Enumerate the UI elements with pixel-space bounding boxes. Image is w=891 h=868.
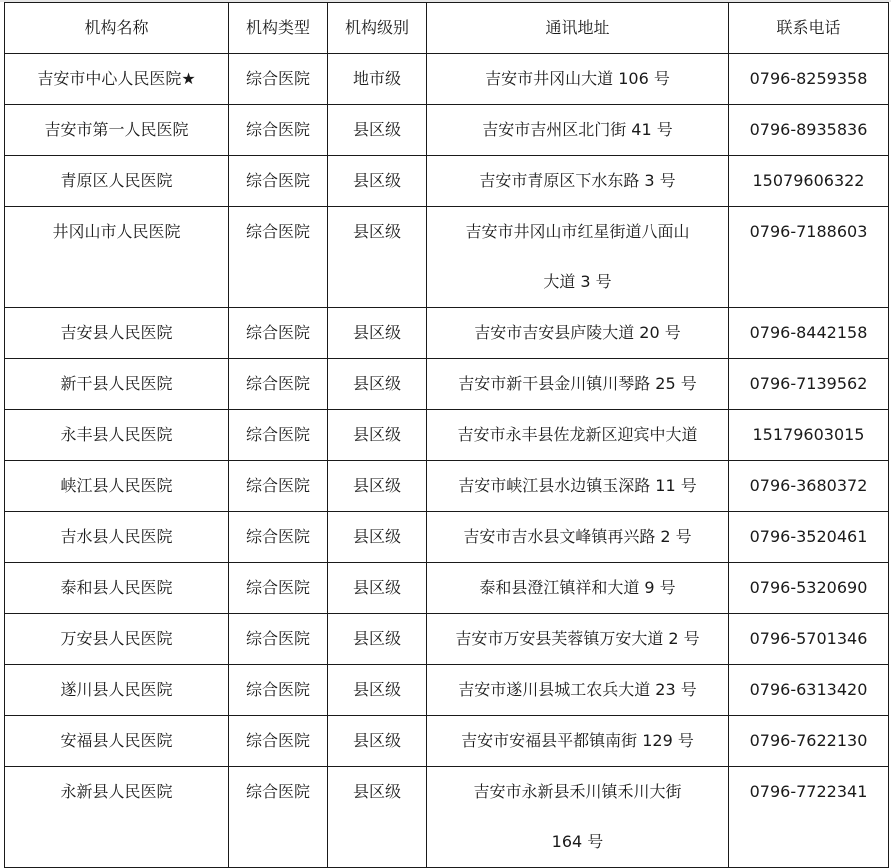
cell-address: [427, 207, 729, 308]
cell-phone: 0796-8259358: [729, 54, 889, 105]
cell-phone: 0796-7722341: [729, 767, 889, 868]
cell-phone: 0796-3520461: [729, 512, 889, 563]
header-institution-name: 机构名称: [5, 3, 229, 54]
table-row: [5, 563, 889, 614]
cell-phone: 0796-5701346: [729, 614, 889, 665]
address-line-continued: 164 号: [551, 832, 604, 851]
table-row: [5, 54, 889, 105]
address-line: 吉安市井冈山大道 106 号: [485, 69, 670, 88]
cell-phone: 0796-3680372: [729, 461, 889, 512]
cell-institution-level: 县区级: [328, 665, 427, 716]
cell-address: [427, 410, 729, 461]
cell-address: [427, 359, 729, 410]
cell-institution-type: 综合医院: [229, 359, 328, 410]
cell-institution-level: 县区级: [328, 461, 427, 512]
address-line: 吉安市新干县金川镇川琴路 25 号: [458, 374, 697, 393]
address-line: 吉安市永丰县佐龙新区迎宾中大道: [457, 425, 698, 444]
cell-institution-name: 泰和县人民医院: [5, 563, 229, 614]
cell-institution-type: 综合医院: [229, 207, 328, 308]
hospital-table: [4, 2, 889, 868]
cell-institution-type: 综合医院: [229, 105, 328, 156]
cell-institution-type: 综合医院: [229, 614, 328, 665]
address-line: 吉安市安福县平都镇南街 129 号: [461, 731, 694, 750]
table-row: [5, 359, 889, 410]
cell-institution-level: 县区级: [328, 614, 427, 665]
cell-institution-level: 地市级: [328, 54, 427, 105]
cell-institution-name: 新干县人民医院: [5, 359, 229, 410]
table-row: [5, 207, 889, 308]
cell-institution-type: 综合医院: [229, 767, 328, 868]
table-row: [5, 767, 889, 868]
cell-phone: 15079606322: [729, 156, 889, 207]
cell-institution-level: 县区级: [328, 512, 427, 563]
cell-address: [427, 563, 729, 614]
cell-address: [427, 716, 729, 767]
cell-institution-level: 县区级: [328, 767, 427, 868]
cell-institution-name: 吉安县人民医院: [5, 308, 229, 359]
table-row: [5, 665, 889, 716]
address-line: 吉安市万安县芙蓉镇万安大道 2 号: [455, 629, 700, 648]
table-row: [5, 461, 889, 512]
cell-institution-name: 遂川县人民医院: [5, 665, 229, 716]
cell-address: [427, 767, 729, 868]
cell-phone: 15179603015: [729, 410, 889, 461]
table-row: [5, 512, 889, 563]
address-line: 吉安市吉州区北门街 41 号: [482, 120, 673, 139]
cell-institution-level: 县区级: [328, 156, 427, 207]
address-line: 吉安市吉水县文峰镇再兴路 2 号: [463, 527, 692, 546]
cell-address: [427, 461, 729, 512]
cell-institution-name: 吉安市第一人民医院: [5, 105, 229, 156]
cell-institution-level: 县区级: [328, 308, 427, 359]
cell-institution-level: 县区级: [328, 105, 427, 156]
header-address: 通讯地址: [427, 3, 729, 54]
cell-address: [427, 156, 729, 207]
address-line-continued: 大道 3 号: [543, 272, 612, 291]
header-phone: 联系电话: [729, 3, 889, 54]
address-line: 吉安市峡江县水边镇玉深路 11 号: [458, 476, 697, 495]
table-row: [5, 410, 889, 461]
cell-institution-name: 井冈山市人民医院: [5, 207, 229, 308]
header-institution-level: 机构级别: [328, 3, 427, 54]
table-row: [5, 105, 889, 156]
cell-institution-level: 县区级: [328, 207, 427, 308]
cell-institution-name: 万安县人民医院: [5, 614, 229, 665]
cell-institution-name: 吉安市中心人民医院★: [5, 54, 229, 105]
cell-institution-name: 永新县人民医院: [5, 767, 229, 868]
cell-institution-type: 综合医院: [229, 156, 328, 207]
table-body: [5, 54, 889, 868]
cell-institution-name: 安福县人民医院: [5, 716, 229, 767]
cell-institution-type: 综合医院: [229, 54, 328, 105]
table-header-row: [5, 3, 889, 54]
cell-institution-type: 综合医院: [229, 512, 328, 563]
cell-phone: 0796-5320690: [729, 563, 889, 614]
cell-address: [427, 54, 729, 105]
cell-institution-name: 吉水县人民医院: [5, 512, 229, 563]
table-row: [5, 716, 889, 767]
address-line: 泰和县澄江镇祥和大道 9 号: [479, 578, 676, 597]
cell-phone: 0796-8442158: [729, 308, 889, 359]
header-institution-type: 机构类型: [229, 3, 328, 54]
cell-phone: 0796-8935836: [729, 105, 889, 156]
cell-phone: 0796-7622130: [729, 716, 889, 767]
cell-institution-name: 青原区人民医院: [5, 156, 229, 207]
cell-phone: 0796-7188603: [729, 207, 889, 308]
address-line: 吉安市吉安县庐陵大道 20 号: [474, 323, 681, 342]
cell-institution-level: 县区级: [328, 359, 427, 410]
cell-phone: 0796-7139562: [729, 359, 889, 410]
address-line: 吉安市永新县禾川镇禾川大街: [473, 782, 682, 801]
cell-institution-type: 综合医院: [229, 461, 328, 512]
cell-address: [427, 308, 729, 359]
cell-institution-type: 综合医院: [229, 410, 328, 461]
cell-institution-type: 综合医院: [229, 665, 328, 716]
cell-institution-type: 综合医院: [229, 716, 328, 767]
cell-address: [427, 105, 729, 156]
cell-address: [427, 512, 729, 563]
cell-institution-level: 县区级: [328, 563, 427, 614]
table-row: [5, 156, 889, 207]
cell-address: [427, 614, 729, 665]
cell-institution-name: 峡江县人民医院: [5, 461, 229, 512]
cell-institution-type: 综合医院: [229, 563, 328, 614]
cell-institution-level: 县区级: [328, 716, 427, 767]
address-line: 吉安市青原区下水东路 3 号: [479, 171, 676, 190]
cell-phone: 0796-6313420: [729, 665, 889, 716]
table-row: [5, 308, 889, 359]
address-line: 吉安市井冈山市红星街道八面山: [465, 222, 690, 241]
address-line: 吉安市遂川县城工农兵大道 23 号: [458, 680, 697, 699]
cell-institution-type: 综合医院: [229, 308, 328, 359]
cell-address: [427, 665, 729, 716]
cell-institution-level: 县区级: [328, 410, 427, 461]
cell-institution-name: 永丰县人民医院: [5, 410, 229, 461]
table-row: [5, 614, 889, 665]
